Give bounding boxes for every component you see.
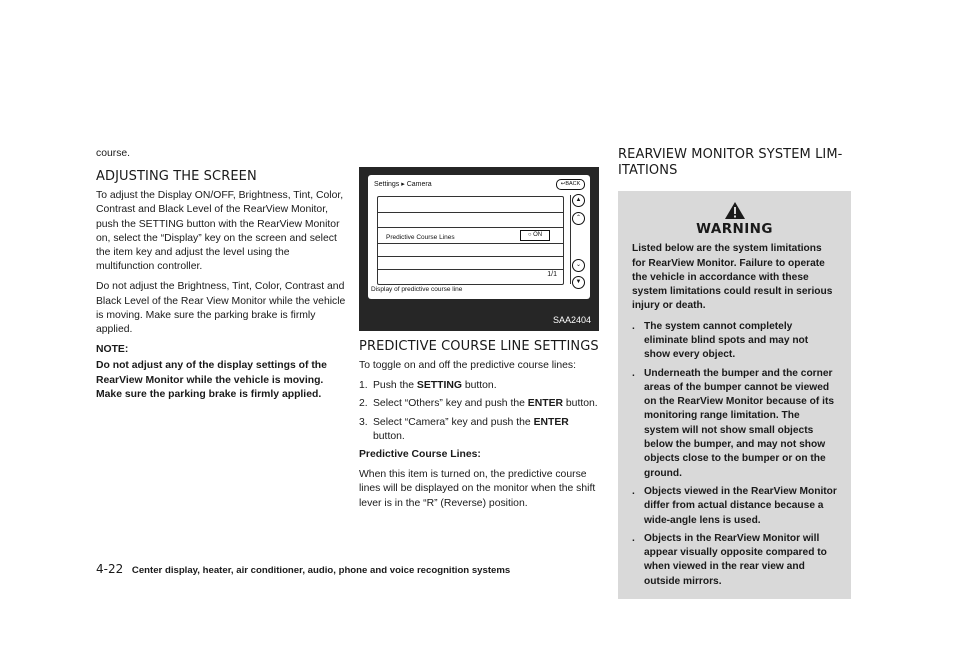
warning-item: . Objects in the RearView Monitor will appear visually opposite compared to when viewed in the rear view and outside mirrors. bbox=[632, 532, 827, 587]
section-heading-predictive: PREDICTIVE COURSE LINE SETTINGS bbox=[359, 339, 599, 354]
warning-intro: Listed below are the system limitations for RearView Monitor. Failure to operate the vehicle in accordance with these system limitations could result in serious injury or death. bbox=[632, 243, 833, 312]
warning-triangle-icon bbox=[724, 201, 746, 220]
settings-list bbox=[377, 196, 564, 285]
note-text: Do not adjust any of the display settings of the RearView Monitor while the vehicle is moving. Make sure the parking brake is firmly applied. bbox=[96, 360, 327, 400]
predictive-paragraph: When this item is turned on, the predictive course lines will be displayed on the monitor when the shift lever is in the “R” (Reverse) position. bbox=[359, 469, 596, 509]
step-3: 3. Select “Camera” key and push the ENTER button. bbox=[359, 416, 569, 442]
chapter-title: Center display, heater, air conditioner, audio, phone and voice recognition systems bbox=[131, 565, 511, 576]
warning-title: WARNING bbox=[696, 221, 773, 237]
warning-box bbox=[618, 191, 851, 599]
screen-breadcrumb: Settings ▸ Camera bbox=[374, 181, 432, 188]
right-column bbox=[618, 147, 852, 599]
warning-item: . Underneath the bumper and the corner areas of the bumper cannot be viewed on the RearView Monitor because of its monitoring range limitation. The system will not show small objects below the bumper, and may not show objects close to the bumper or on the ground. bbox=[632, 367, 835, 479]
page-number: 4-22 bbox=[96, 562, 124, 576]
predictive-course-lines-row bbox=[378, 227, 563, 244]
scroll-down-icon: ⌄ bbox=[572, 259, 585, 272]
page-indicator: 1/1 bbox=[547, 271, 557, 278]
warning-header bbox=[632, 201, 837, 236]
display-screen bbox=[368, 175, 590, 299]
predictive-subheading: Predictive Course Lines: bbox=[359, 449, 481, 461]
left-column bbox=[96, 147, 346, 408]
section-heading-limitations: REARVIEW MONITOR SYSTEM LIM-ITATIONS bbox=[618, 147, 843, 178]
predictive-intro: To toggle on and off the predictive course lines: bbox=[359, 360, 576, 371]
warning-list bbox=[632, 320, 837, 589]
middle-column bbox=[359, 167, 599, 517]
back-button: ↩BACK bbox=[556, 179, 585, 190]
on-toggle: ○ ON bbox=[520, 230, 550, 241]
step-1: 1. Push the SETTING button. bbox=[359, 380, 497, 392]
camera-settings-figure bbox=[359, 167, 599, 331]
section-heading-adjusting: ADJUSTING THE SCREEN bbox=[96, 169, 257, 185]
continued-text: course. bbox=[96, 148, 131, 159]
warning-item: . The system cannot completely eliminate blind spots and may not show every object. bbox=[632, 320, 809, 361]
bottom-icon: ▼ bbox=[572, 276, 585, 289]
warning-item: . Objects viewed in the RearView Monitor differ from actual distance because a wide-angle lens is used. bbox=[632, 485, 837, 526]
figure-code: SAA2404 bbox=[552, 314, 591, 325]
note-label: NOTE: bbox=[96, 344, 129, 356]
item-label: Predictive Course Lines bbox=[386, 234, 455, 241]
scroll-up-icon: ⌃ bbox=[572, 212, 585, 225]
scroll-track bbox=[570, 195, 571, 284]
steps-list bbox=[359, 379, 599, 444]
top-icon: ▲ bbox=[572, 194, 585, 207]
caution-paragraph: Do not adjust the Brightness, Tint, Color, Contrast and Black Level of the Rear View Monitor while the vehicle is moving. Make sure the parking brake is firmly applied. bbox=[96, 281, 346, 336]
page-footer bbox=[96, 563, 510, 577]
adjust-paragraph: To adjust the Display ON/OFF, Brightness, Tint, Color, Contrast and Black Level of the RearView Monitor, push the SETTING button with the RearView Monitor on, select the “Display” key on the screen and select the item key and adjust the level using the multifunction controller. bbox=[96, 190, 344, 273]
screen-footer: Display of predictive course line bbox=[371, 285, 463, 293]
step-2: 2. Select “Others” key and push the ENTER button. bbox=[359, 398, 598, 410]
